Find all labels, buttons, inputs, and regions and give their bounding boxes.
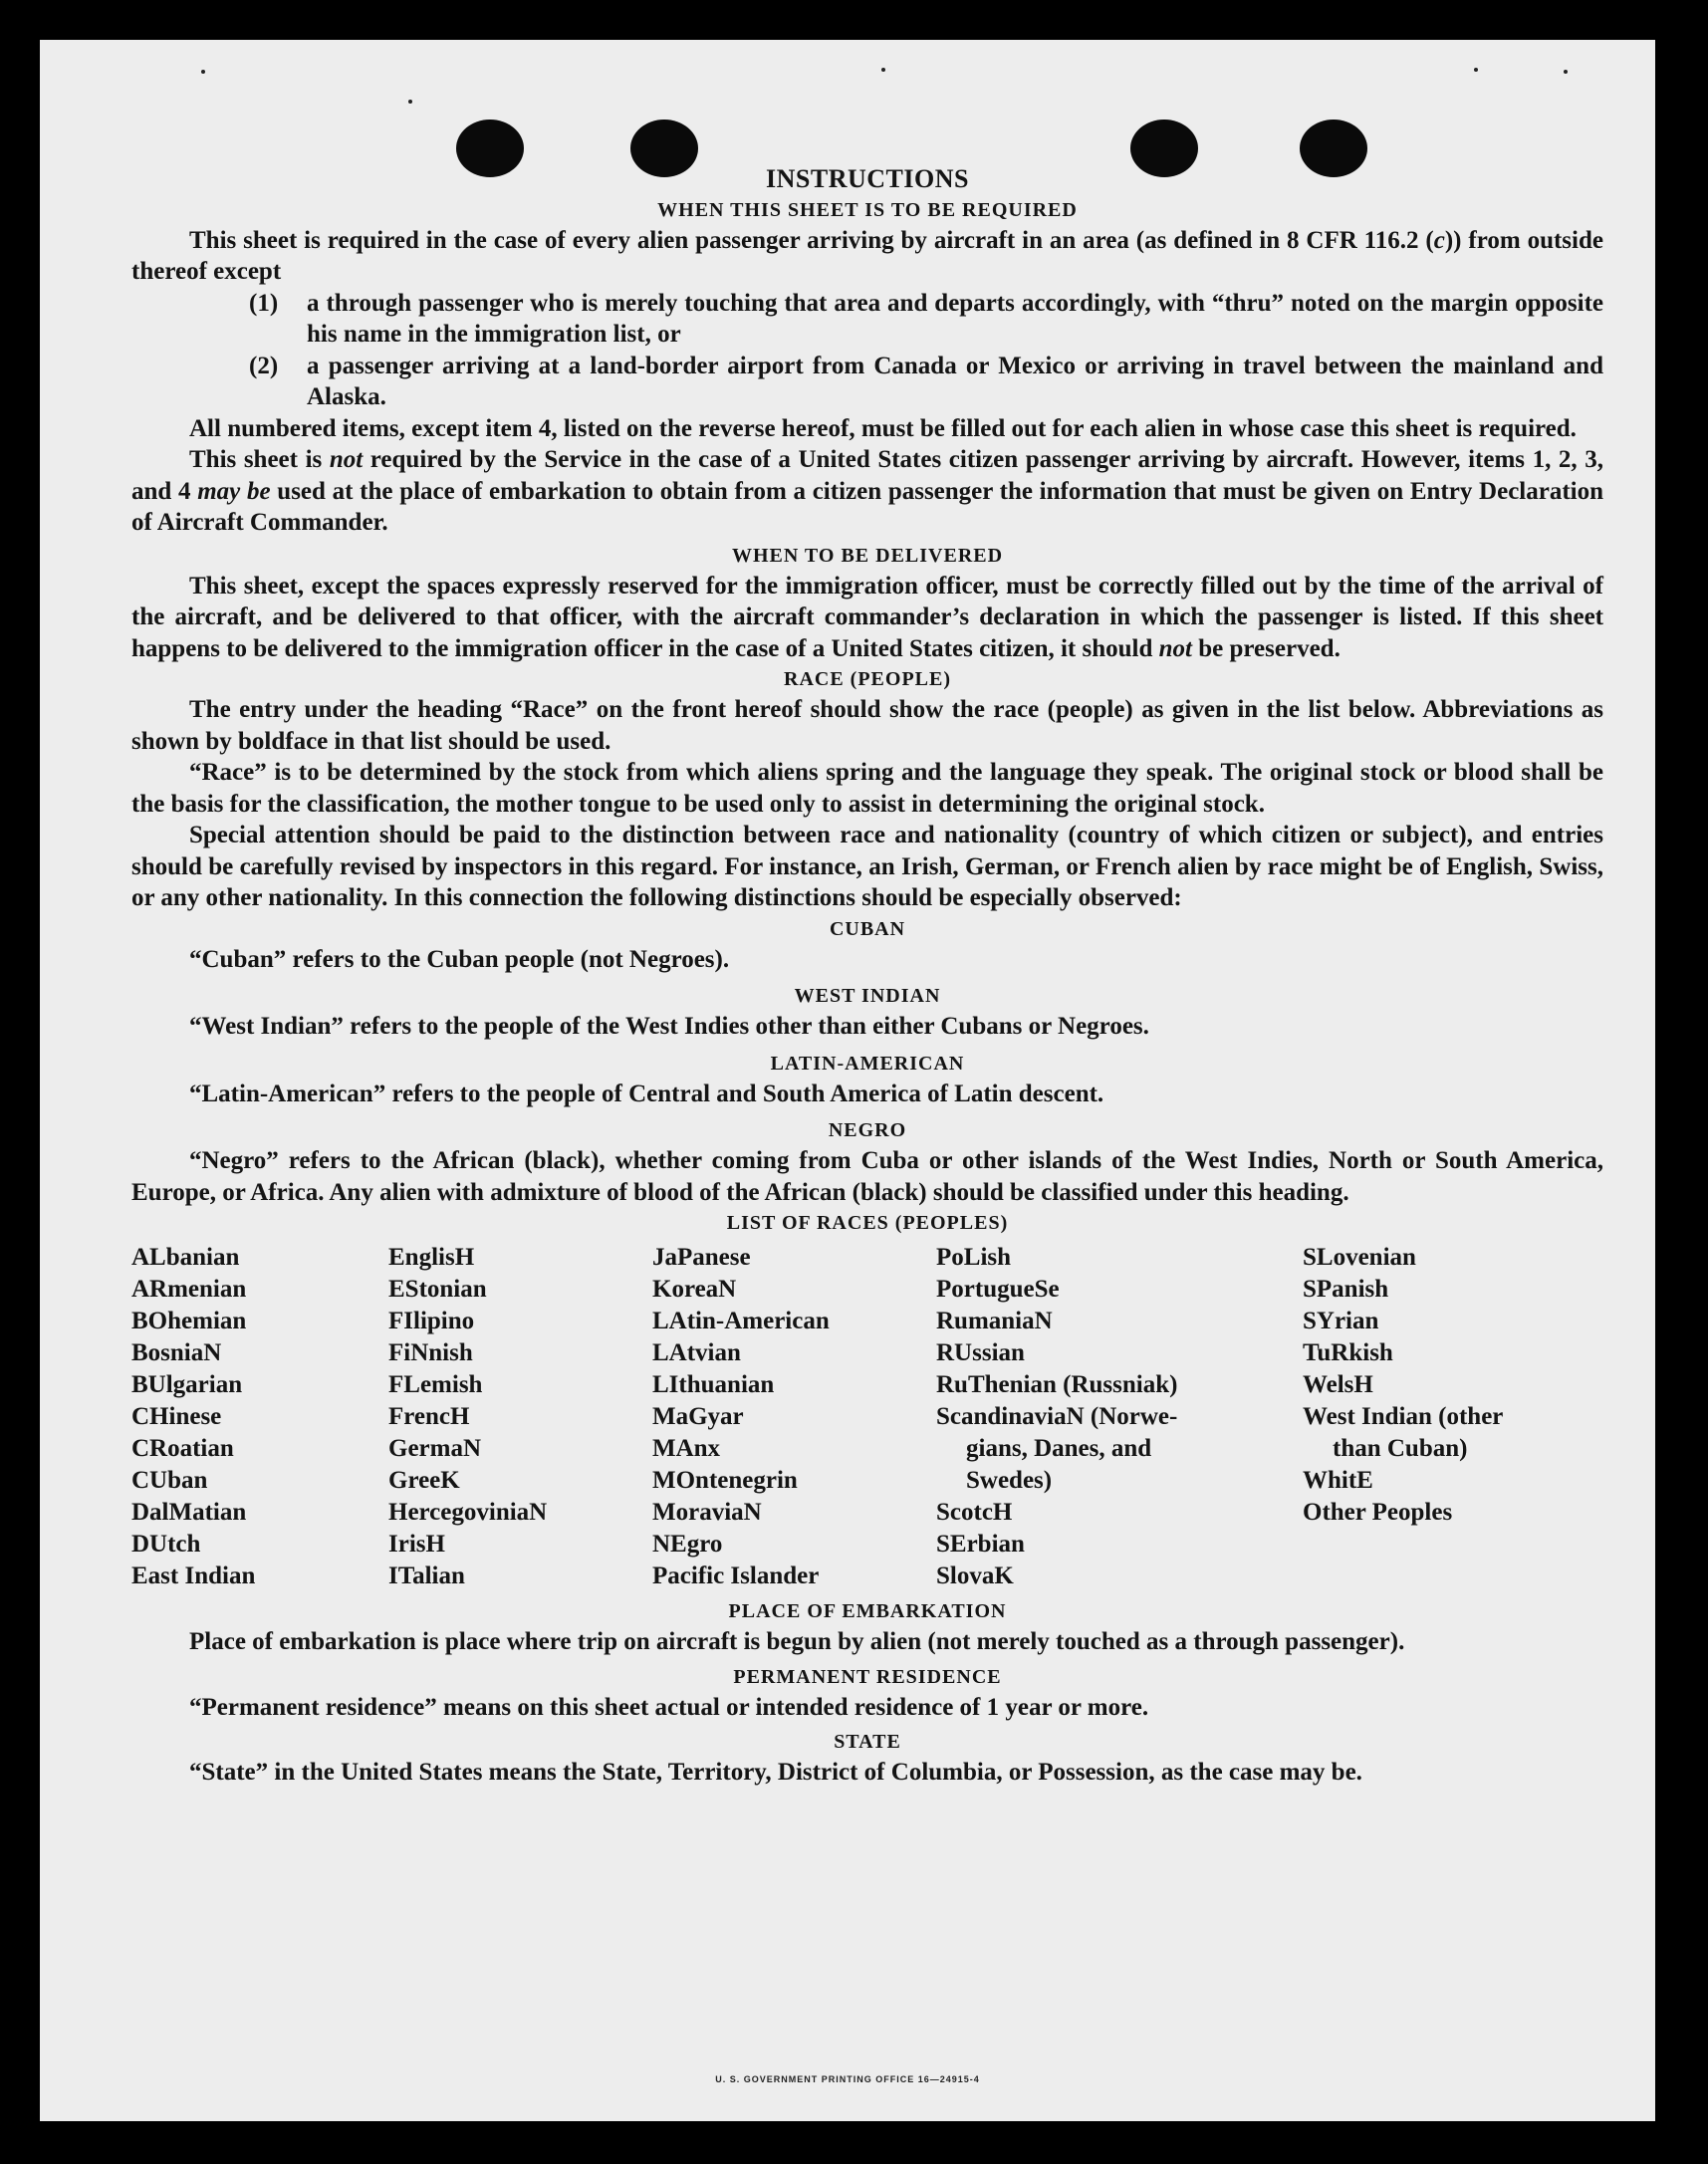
- race-entry: SYrian: [1303, 1308, 1379, 1334]
- race-entry: CHinese: [131, 1403, 222, 1430]
- race-entry: DalMatian: [131, 1499, 247, 1526]
- paragraph: “Cuban” refers to the Cuban people (not Negroes).: [189, 945, 730, 973]
- race-column: [936, 1242, 1303, 1592]
- race-entry: RUssian: [936, 1339, 1025, 1366]
- section-heading: NEGRO: [828, 1119, 907, 1141]
- paragraph: “Permanent residence” means on this sheet actual or intended residence of 1 year or more.: [189, 1693, 1149, 1721]
- race-column: [388, 1242, 652, 1592]
- paragraph: “West Indian” refers to the people of the West Indies other than either Cubans or Negroes.: [189, 1013, 1149, 1040]
- race-entry: Pacific Islander: [652, 1563, 820, 1589]
- race-entry: WhitE: [1303, 1467, 1373, 1494]
- race-entry: West Indian (other: [1303, 1403, 1504, 1430]
- race-entry: MAnx: [652, 1435, 721, 1462]
- race-entry: ITalian: [388, 1563, 465, 1589]
- race-entry: IrisH: [388, 1531, 445, 1558]
- race-entry: GreeK: [388, 1467, 460, 1494]
- paragraph: “Negro” refers to the African (black), whether coming from Cuba or other islands of the West Indies, North or South America, Europe, or Africa. Any alien with admixture of blood of the African (black) should be classified under this heading.: [131, 1147, 1603, 1206]
- paragraph: This sheet, except the spaces expressly reserved for the immigration officer, must be correctly filled out by the time of the arrival of the aircraft, and be delivered to that officer, with the aircraft commander’s declaration in which the passenger is listed. If this sheet happens to be delivered to the immigration officer in the case of a United States citizen, it should not be preserved.: [131, 572, 1603, 662]
- race-entry: EStonian: [388, 1276, 487, 1303]
- paragraph: “Race” is to be determined by the stock from which aliens spring and the language they speak. The original stock or blood shall be the basis for the classification, the mother tongue to be used only to assist in determining the original stock.: [131, 759, 1603, 818]
- race-entry: KoreaN: [652, 1276, 737, 1303]
- race-entry: DUtch: [131, 1531, 201, 1558]
- instructions-body: [131, 120, 1603, 1789]
- race-entry: BOhemian: [131, 1308, 247, 1334]
- race-entry: MOntenegrin: [652, 1467, 798, 1494]
- race-entry: LAtin-American: [652, 1308, 830, 1334]
- race-entry: EnglisH: [388, 1244, 475, 1271]
- race-column: [652, 1242, 936, 1592]
- race-entry: PortugueSe: [936, 1276, 1060, 1303]
- list-item: (2) a passenger arriving at a land-border airport from Canada or Mexico or arriving in travel between the mainland and Alaska.: [249, 352, 1603, 410]
- speck: [1474, 68, 1478, 72]
- race-entry: FLemish: [388, 1371, 483, 1398]
- race-entry: Swedes): [966, 1467, 1053, 1494]
- race-entry: BosniaN: [131, 1339, 222, 1366]
- paragraph: “State” in the United States means the State, Territory, District of Columbia, or Possession, as the case may be.: [189, 1759, 1362, 1786]
- race-entry: HercegoviniaN: [388, 1499, 548, 1526]
- race-entry: SPanish: [1303, 1276, 1389, 1303]
- race-entry: WelsH: [1303, 1371, 1373, 1398]
- section-heading: PLACE OF EMBARKATION: [728, 1600, 1007, 1622]
- section-heading: PERMANENT RESIDENCE: [733, 1665, 1002, 1688]
- paragraph: This sheet is not required by the Service in the case of a United States citizen passenger arriving by aircraft. However, items 1, 2, 3, and 4 may be used at the place of embarkation to obtain from a citizen passenger the information that must be given on Entry Declaration of Aircraft Commander.: [131, 446, 1604, 536]
- race-entry: TuRkish: [1303, 1339, 1393, 1366]
- race-entry: gians, Danes, and: [966, 1435, 1152, 1462]
- race-entry: East Indian: [131, 1563, 256, 1589]
- race-entry: PoLish: [936, 1244, 1012, 1271]
- section-heading: LATIN-AMERICAN: [770, 1052, 965, 1075]
- race-entry: FiNnish: [388, 1339, 473, 1366]
- section-heading: RACE (PEOPLE): [784, 668, 951, 690]
- race-entry: than Cuban): [1333, 1435, 1468, 1462]
- race-entry: MaGyar: [652, 1403, 744, 1430]
- speck: [1564, 70, 1568, 74]
- race-column: [131, 1242, 388, 1592]
- paragraph: “Latin-American” refers to the people of Central and South America of Latin descent.: [189, 1080, 1104, 1107]
- speck: [881, 68, 885, 72]
- section-heading: LIST OF RACES (PEOPLES): [726, 1212, 1009, 1234]
- race-entry: NEgro: [652, 1531, 723, 1558]
- race-entry: RumaniaN: [936, 1308, 1053, 1334]
- section-heading: STATE: [834, 1731, 901, 1753]
- race-entry: ScotcH: [936, 1499, 1013, 1526]
- race-entry: JaPanese: [652, 1244, 751, 1271]
- printer-imprint: U. S. GOVERNMENT PRINTING OFFICE 16—24915-4: [715, 2074, 980, 2084]
- race-entry: ARmenian: [131, 1276, 247, 1303]
- page-title: INSTRUCTIONS: [766, 164, 969, 193]
- race-entry: LAtvian: [652, 1339, 741, 1366]
- section-heading: CUBAN: [829, 917, 906, 940]
- race-entry: LIthuanian: [652, 1371, 775, 1398]
- race-entry: SLovenian: [1303, 1244, 1416, 1271]
- race-entry: CRoatian: [131, 1435, 234, 1462]
- section-heading: WHEN TO BE DELIVERED: [731, 544, 1004, 567]
- paragraph: Place of embarkation is place where trip on aircraft is begun by alien (not merely touched as a through passenger).: [189, 1628, 1405, 1655]
- race-entry: SlovaK: [936, 1563, 1014, 1589]
- race-list: [131, 1242, 1603, 1592]
- section-heading: WEST INDIAN: [794, 985, 941, 1007]
- speck: [201, 70, 205, 74]
- speck: [408, 100, 412, 104]
- paragraph: The entry under the heading “Race” on the front hereof should show the race (people) as given in the list below. Abbreviations as shown by boldface in that list should be used.: [131, 696, 1603, 755]
- race-entry: GermaN: [388, 1435, 482, 1462]
- list-item: (1) a through passenger who is merely touching that area and departs accordingly, with “thru” noted on the margin opposite his name in the immigration list, or: [249, 289, 1603, 348]
- paragraph: Special attention should be paid to the distinction between race and nationality (country of which citizen or subject), and entries should be carefully revised by inspectors in this regard. For instance, an Irish, German, or French alien by race might be of English, Swiss, or any other nationality. In this connection the following distinctions should be especially observed:: [131, 822, 1603, 911]
- document-sheet: [40, 40, 1655, 2121]
- paragraph: This sheet is required in the case of every alien passenger arriving by aircraft in an area (as defined in 8 CFR 116.2 (c)) from outside thereof except: [131, 226, 1603, 285]
- section-heading: WHEN THIS SHEET IS TO BE REQUIRED: [657, 198, 1078, 221]
- race-entry: Other Peoples: [1303, 1499, 1453, 1526]
- race-entry: BUlgarian: [131, 1371, 243, 1398]
- race-entry: CUban: [131, 1467, 208, 1494]
- race-entry: SErbian: [936, 1531, 1025, 1558]
- race-entry: ScandinaviaN (Norwe-: [936, 1403, 1178, 1430]
- race-entry: ALbanian: [131, 1244, 240, 1271]
- race-entry: FrencH: [388, 1403, 470, 1430]
- paragraph: All numbered items, except item 4, listed on the reverse hereof, must be filled out for each alien in whose case this sheet is required.: [189, 414, 1577, 442]
- race-entry: FIlipino: [388, 1308, 475, 1334]
- race-entry: RuThenian (Russniak): [936, 1371, 1178, 1398]
- race-column: [1303, 1242, 1603, 1592]
- race-entry: MoraviaN: [652, 1499, 762, 1526]
